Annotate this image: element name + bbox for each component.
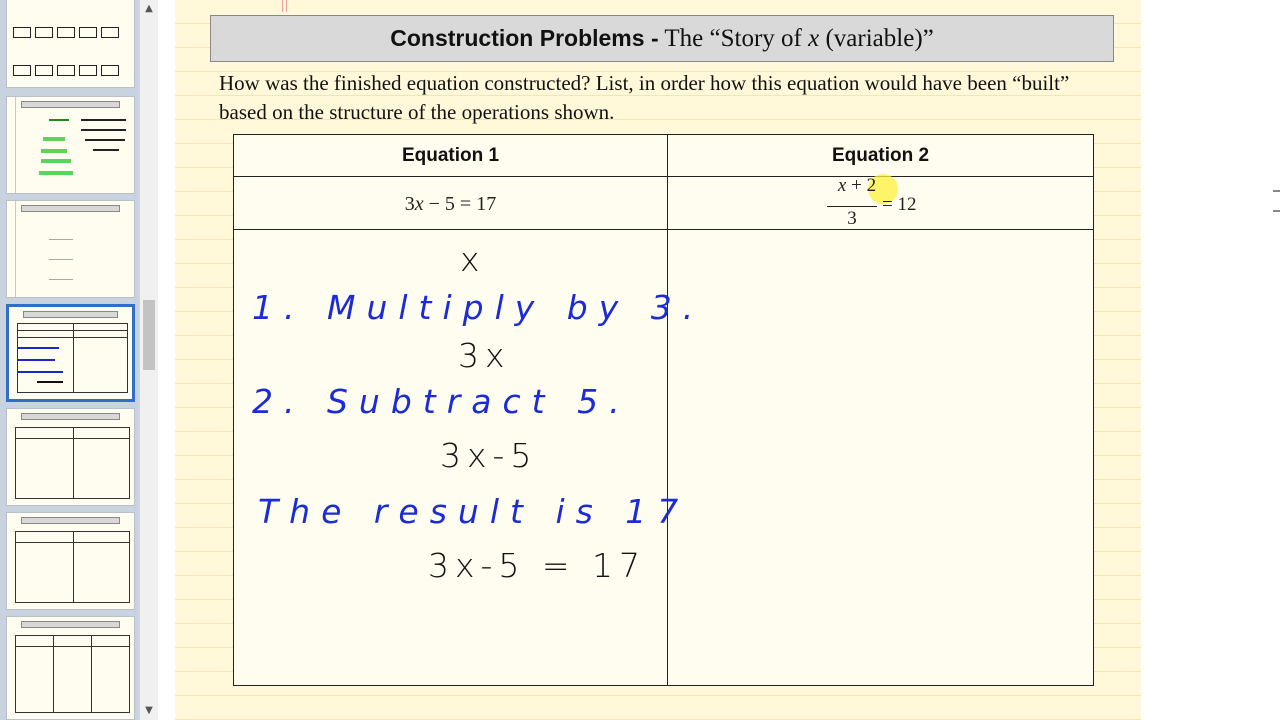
thumb-title	[21, 517, 120, 524]
scroll-down-icon[interactable]: ▼	[145, 705, 153, 716]
thumb-page-5[interactable]	[6, 408, 135, 506]
scroll-thumb[interactable]	[143, 300, 155, 370]
thumb-scribble	[49, 279, 73, 280]
thumb-title	[21, 621, 120, 628]
thumb-page-4[interactable]	[6, 304, 135, 402]
thumb-scribble	[49, 259, 73, 260]
eq1-rest: − 5 = 17	[423, 193, 497, 215]
column-header-equation-2: Equation 2	[831, 145, 930, 166]
thumb-scribble	[17, 347, 59, 349]
right-panel	[1141, 0, 1280, 720]
thumb-scribble	[37, 381, 63, 383]
equation-1	[234, 177, 667, 229]
page-margin-line	[282, 0, 283, 12]
column-header-equation-1: Equation 1	[401, 145, 500, 166]
thumb-page-1[interactable]	[6, 0, 135, 88]
handwriting-result-1: 3x	[458, 336, 511, 375]
thumb-scribble	[17, 359, 55, 361]
page-margin-line	[286, 0, 287, 12]
thumb-highlight	[39, 171, 73, 175]
thumb-boxes	[13, 25, 130, 35]
thumb-table	[15, 427, 130, 499]
handwriting-step-2: 2. Subtract 5.	[252, 382, 631, 421]
panel-mark	[1273, 210, 1280, 212]
thumb-table	[15, 635, 130, 713]
thumb-page-2[interactable]	[6, 96, 135, 194]
title-rest-end: (variable)”	[819, 25, 934, 52]
scroll-up-icon[interactable]: ▲	[145, 3, 153, 14]
handwriting-start: x	[460, 240, 486, 279]
thumb-scribble	[81, 119, 126, 121]
thumb-highlight	[43, 137, 65, 141]
thumb-scribble	[49, 119, 69, 121]
thumb-boxes	[13, 63, 130, 73]
thumb-scribble	[49, 239, 73, 240]
thumb-title	[21, 413, 120, 420]
eq1-coef: 3	[404, 193, 415, 215]
eq2-denominator: 3	[847, 208, 857, 229]
thumb-title	[21, 205, 120, 212]
thumb-title	[23, 311, 118, 318]
panel-mark	[1273, 190, 1280, 192]
thumb-scribble	[85, 139, 125, 141]
eq2-var: x	[837, 175, 847, 196]
thumb-page-3[interactable]	[6, 200, 135, 298]
thumb-table	[15, 531, 130, 603]
eq1-var: x	[414, 193, 424, 215]
handwriting-result-2: 3x-5	[440, 436, 538, 475]
question-text: How was the finished equation constructed? List, in order how this equation would have been “built” based on the structure of the operations shown.	[219, 71, 1070, 124]
handwriting-step-1: 1. Multiply by 3.	[252, 288, 705, 327]
thumb-margin	[15, 201, 16, 297]
title-variable: x	[808, 25, 820, 52]
thumb-margin	[15, 97, 16, 193]
thumb-table	[17, 323, 128, 393]
table-divider	[667, 135, 668, 685]
thumbnail-panel	[0, 0, 139, 720]
thumb-scribble	[17, 371, 63, 373]
thumb-page-6[interactable]	[6, 512, 135, 610]
thumb-highlight	[41, 149, 67, 153]
thumb-scribble	[81, 129, 126, 131]
eq2-rhs: = 12	[882, 194, 917, 215]
eq2-numerator	[827, 175, 887, 197]
thumb-page-7[interactable]	[6, 616, 135, 720]
eq2-numerator-rest: + 2	[846, 175, 877, 196]
handwriting-step-3: The result is 17	[258, 492, 690, 531]
page-title	[210, 15, 1114, 62]
handwriting-result-3: 3x-5 = 17	[428, 546, 647, 585]
title-rest: The “Story of	[658, 25, 809, 52]
fraction-bar	[827, 206, 877, 207]
thumb-highlight	[41, 159, 71, 163]
thumb-title	[21, 101, 120, 108]
thumb-scribble	[93, 149, 119, 151]
thumbnail-scrollbar[interactable]	[139, 0, 158, 720]
title-bold: Construction Problems -	[390, 25, 659, 51]
table-divider	[234, 229, 1093, 230]
